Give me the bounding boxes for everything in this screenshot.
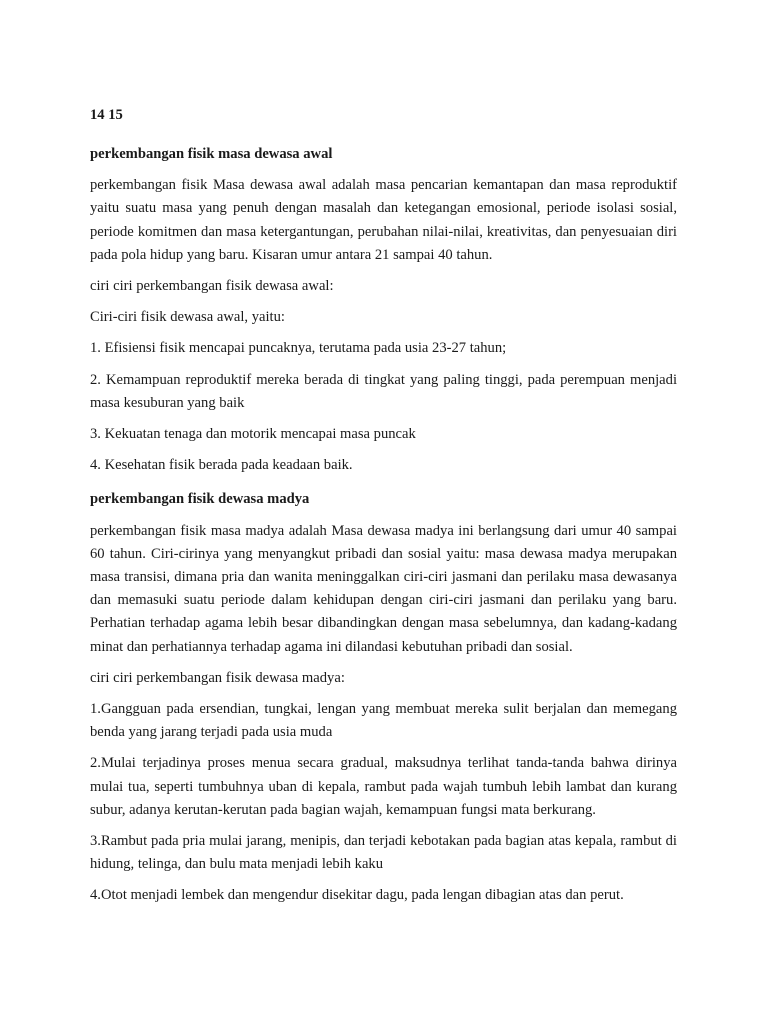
list-item: 2.Mulai terjadinya proses menua secara gradual, maksudnya terlihat tanda-tanda bahwa dirinya mulai tua, seperti tumbuhnya uban di kepala, rambut pada wajah tumbuh lebih lambat dan kurang subur, adanya kerutan-kerutan pada bagian wajah, kemampuan fungsi mata berkurang.: [90, 755, 677, 818]
list-title: ciri ciri perkembangan fisik dewasa awal:: [90, 278, 334, 295]
list-item: 3.Rambut pada pria mulai jarang, menipis, dan terjadi kebotakan pada bagian atas kepala, rambut di hidung, telinga, dan bulu mata menjadi lebih kaku: [90, 833, 677, 873]
section-heading: perkembangan fisik masa dewasa awal: [90, 146, 333, 162]
page-number: 14 15: [90, 107, 123, 123]
list-item: 3. Kekuatan tenaga dan motorik mencapai masa puncak: [90, 426, 416, 443]
section-heading: perkembangan fisik dewasa madya: [90, 491, 310, 508]
section-dewasa-awal: [90, 143, 677, 477]
list-title: ciri ciri perkembangan fisik dewasa madya:: [90, 669, 345, 686]
document-body: [90, 143, 677, 916]
list-item: 4.Otot menjadi lembek dan mengendur disekitar dagu, pada lengan dibagian atas dan perut.: [90, 887, 624, 904]
list-subtitle: Ciri-ciri fisik dewasa awal, yaitu:: [90, 309, 285, 326]
list-item: 1. Efisiensi fisik mencapai puncaknya, terutama pada usia 23-27 tahun;: [90, 340, 507, 357]
section-intro-paragraph: perkembangan fisik Masa dewasa awal adalah masa pencarian kemantapan dan masa reproduktif yaitu suatu masa yang penuh dengan masalah dan ketegangan emosional, periode isolasi sosial, periode komitmen dan masa ketergantungan, perubahan nilai-nilai, kreativitas, dan penyesuaian diri pada pola hidup yang baru. Kisaran umur antara 21 sampai 40 tahun.: [90, 177, 677, 263]
list-item: 4. Kesehatan fisik berada pada keadaan baik.: [90, 457, 353, 474]
section-intro-paragraph: perkembangan fisik masa madya adalah Masa dewasa madya ini berlangsung dari umur 40 sampai 60 tahun. Ciri-cirinya yang menyangkut pribadi dan sosial yaitu: masa dewasa madya merupakan masa transisi, dimana pria dan wanita meninggalkan ciri-ciri jasmani dan perilaku masa dewasanya dan memasuki suatu periode dalam kehidupan dengan ciri-ciri jasmani dan perilaku yang baru. Perhatian terhadap agama lebih besar dibandingkan dengan masa sebelumnya, dan kadang-kadang minat dan perhatiannya terhadap agama ini dilandasi kebutuhan pribadi dan sosial.: [90, 522, 677, 655]
list-item: 1.Gangguan pada ersendian, tungkai, lengan yang membuat mereka sulit berjalan dan memegang benda yang jarang terjadi pada usia muda: [90, 701, 677, 741]
section-dewasa-madya: [90, 488, 677, 907]
list-item: 2. Kemampuan reproduktif mereka berada di tingkat yang paling tinggi, pada perempuan menjadi masa kesuburan yang baik: [90, 371, 677, 411]
